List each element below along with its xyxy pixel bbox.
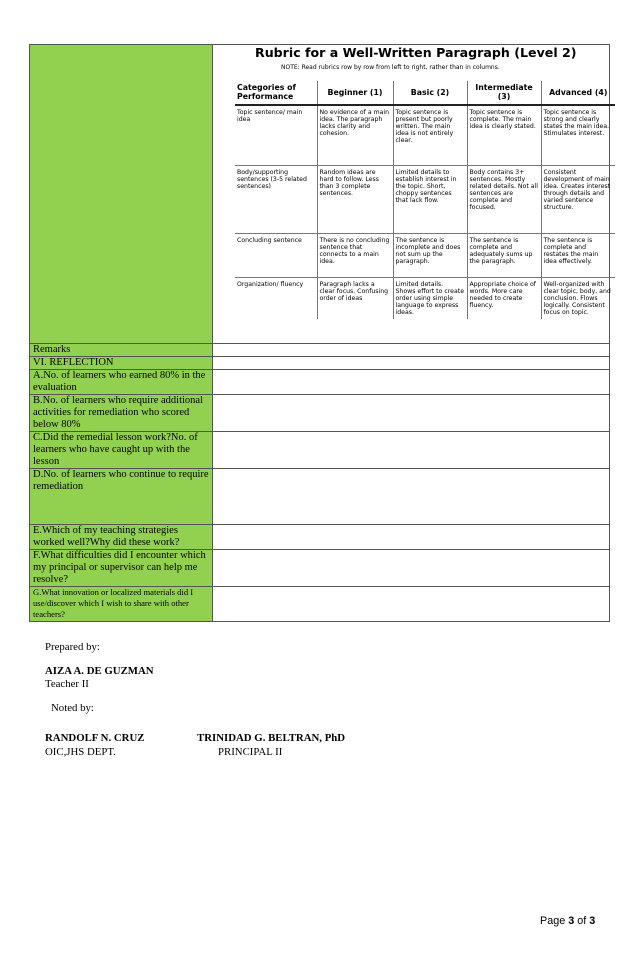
rubric-cell: Concluding sentence xyxy=(235,233,317,277)
noter1-title: OIC,JHS DEPT. xyxy=(45,746,116,758)
rubric-cell: Appropriate choice of words. More care needed to create fluency. xyxy=(467,277,541,319)
rubric-cell: Organization/ fluency xyxy=(235,277,317,319)
rubric-cell: Topic sentence is present but poorly written. The main idea is not entirely clear. xyxy=(393,105,467,165)
row-a-label: A.No. of learners who earned 80% in the evaluation xyxy=(30,370,213,395)
row-b-value xyxy=(213,395,610,432)
preparer-name: AIZA A. DE GUZMAN xyxy=(45,665,154,677)
rubric-cell: Body contains 3+ sentences. Mostly related details. Not all sentences are complete and focused. xyxy=(467,165,541,233)
row-f-value xyxy=(213,550,610,587)
rubric-image xyxy=(217,45,611,343)
row-f-label: F.What difficulties did I encounter which my principal or supervisor can help me resolve? xyxy=(30,550,213,587)
rubric-header: Beginner (1) xyxy=(317,81,393,105)
rubric-cell: The sentence is complete and restates the main idea effectively. xyxy=(541,233,615,277)
rubric-cell: Limited details to establish interest in the topic. Short, choppy sentences that lack flow. xyxy=(393,165,467,233)
rubric-image-cell xyxy=(213,45,610,344)
rubric-cell: Topic sentence/ main idea xyxy=(235,105,317,165)
row-d-value xyxy=(213,469,610,525)
page-current: 3 xyxy=(568,915,575,927)
rubric-cell: Topic sentence is complete. The main idea is clearly stated. xyxy=(467,105,541,165)
remarks-value xyxy=(213,344,610,357)
page-prefix: Page xyxy=(540,915,569,927)
rubric-cell: Consistent development of main idea. Creates interest through details and varied sentence structure. xyxy=(541,165,615,233)
noter2-title: PRINCIPAL II xyxy=(218,746,283,758)
rubric-grid xyxy=(235,81,615,319)
row-e-value xyxy=(213,525,610,550)
page-number xyxy=(540,915,595,927)
noted-by-label: Noted by: xyxy=(51,702,94,714)
reflection-heading: VI. REFLECTION xyxy=(30,357,213,370)
rubric-header: Intermediate (3) xyxy=(467,81,541,105)
noter2-name: TRINIDAD G. BELTRAN, PhD xyxy=(197,732,346,744)
rubric-header: Categories of Performance xyxy=(235,81,317,105)
rubric-cell: No evidence of a main idea. The paragraph lacks clarity and cohesion. xyxy=(317,105,393,165)
row-b-label: B.No. of learners who require additional activities for remediation who scored below 80% xyxy=(30,395,213,432)
rubric-cell: Limited details. Shows effort to create order using simple language to express ideas. xyxy=(393,277,467,319)
noter1-name: RANDOLF N. CRUZ xyxy=(45,732,145,744)
reflection-value xyxy=(213,357,610,370)
rubric-title: Rubric for a Well-Written Paragraph (Level 2) xyxy=(255,45,577,60)
rubric-cell: There is no concluding sentence that connects to a main idea. xyxy=(317,233,393,277)
rubric-cell: Body/supporting sentences (3-5 related sentences) xyxy=(235,165,317,233)
row-a-value xyxy=(213,370,610,395)
rubric-cell: The sentence is incomplete and does not sum up the paragraph. xyxy=(393,233,467,277)
row-d-label: D.No. of learners who continue to require remediation xyxy=(30,469,213,525)
preparer-title: Teacher II xyxy=(45,678,89,690)
row-g-label: G.What innovation or localized materials did I use/discover which I wish to share with other teachers? xyxy=(30,587,213,622)
row-c-label: C.Did the remedial lesson work?No. of learners who have caught up with the lesson xyxy=(30,432,213,469)
rubric-header: Advanced (4) xyxy=(541,81,615,105)
page-total: 3 xyxy=(589,915,596,927)
rubric-cell: Well-organized with clear topic, body, and conclusion. Flows logically. Consistent focus on topic. xyxy=(543,280,611,316)
row-g-value xyxy=(213,587,610,622)
rubric-header: Basic (2) xyxy=(393,81,467,105)
page-mid: of xyxy=(574,915,590,927)
row-e-label: E.Which of my teaching strategies worked well?Why did these work? xyxy=(30,525,213,550)
rubric-note: NOTE: Read rubrics row by row from left to right, rather than in columns. xyxy=(281,64,500,71)
reflection-table xyxy=(29,44,610,622)
rubric-cell: The sentence is complete and adequately sums up the paragraph. xyxy=(467,233,541,277)
row-c-value xyxy=(213,432,610,469)
rubric-cell: Random ideas are hard to follow. Less than 3 complete sentences. xyxy=(317,165,393,233)
rubric-cell: Topic sentence is strong and clearly states the main idea. Stimulates interest. xyxy=(541,105,615,165)
remarks-label: Remarks xyxy=(30,344,213,357)
rubric-label-cell xyxy=(30,45,213,344)
rubric-cell: Paragraph lacks a clear focus. Confusing order of ideas xyxy=(317,277,393,319)
prepared-by-label: Prepared by: xyxy=(45,641,100,653)
